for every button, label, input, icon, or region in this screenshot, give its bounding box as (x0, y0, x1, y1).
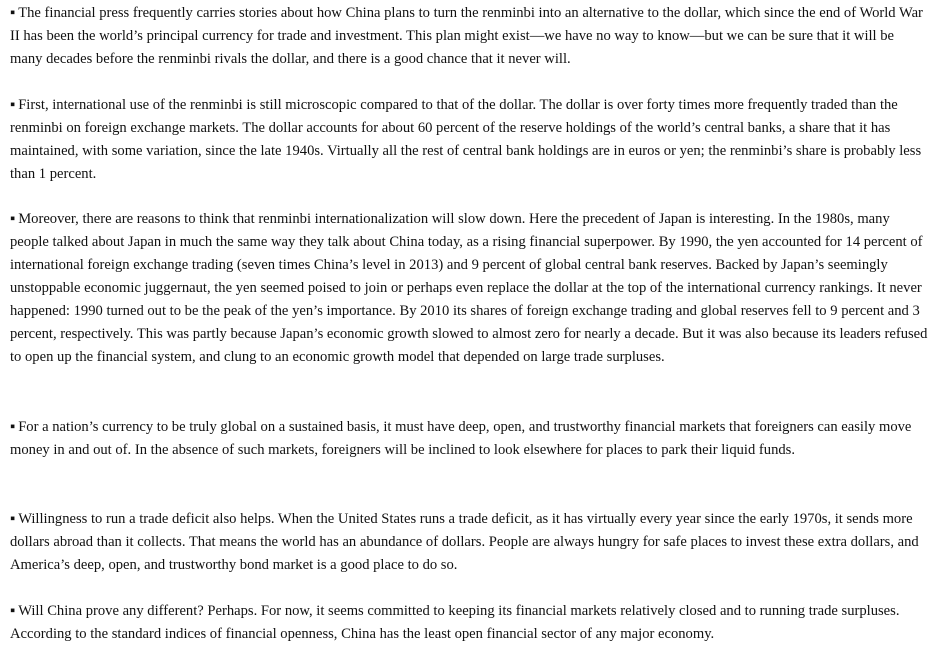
paragraph-1 (10, 2, 929, 71)
paragraph-text: Willingness to run a trade deficit also helps. When the United States runs a trade deficit, as it has virtually every year since the early 1970s, it sends more dollars abroad than it collects. That means the world has an abundance of dollars. People are always hungry for safe places to invest these extra dollars, and America’s deep, open, and trustworthy bond market is a good place to do so. (10, 511, 919, 573)
bullet-icon: ▪ (10, 97, 16, 113)
paragraph-text: The financial press frequently carries stories about how China plans to turn the renminbi into an alternative to the dollar, which since the end of World War II has been the world’s principal currency for trade and investment. This plan might exist—we have no way to know—but we can be sure that it will be many decades before the renminbi rivals the dollar, and there is a good chance that it never will. (10, 5, 923, 67)
paragraph-3 (10, 208, 929, 369)
paragraph-6 (10, 600, 929, 646)
paragraph-5 (10, 508, 929, 577)
bullet-icon: ▪ (10, 419, 16, 435)
paragraph-text: Moreover, there are reasons to think that renminbi internationalization will slow down. Here the precedent of Japan is interesting. In the 1980s, many people talked about Japan in much the same way they talk about China today, as a rising financial superpower. By 1990, the yen accounted for 14 percent of international foreign exchange trading (seven times China’s level in 2013) and 9 percent of global central bank reserves. Backed by Japan’s seemingly unstoppable economic juggernaut, the yen seemed poised to join or perhaps even replace the dollar at the top of the international currency rankings. It never happened: 1990 turned out to be the peak of the yen’s importance. By 2010 its shares of foreign exchange trading and global reserves fell to 9 percent and 3 percent, respectively. This was partly because Japan’s economic growth slowed to almost zero for nearly a decade. But it was also because its leaders refused to open up the financial system, and clung to an economic growth model that depended on large trade surpluses. (10, 211, 928, 365)
paragraph-4 (10, 416, 929, 462)
bullet-icon: ▪ (10, 603, 16, 619)
bullet-icon: ▪ (10, 511, 16, 527)
bullet-icon: ▪ (10, 5, 16, 21)
paragraph-text: For a nation’s currency to be truly global on a sustained basis, it must have deep, open, and trustworthy financial markets that foreigners can easily move money in and out of. In the absence of such markets, foreigners will be inclined to look elsewhere for places to park their liquid funds. (10, 419, 912, 458)
paragraph-2 (10, 94, 929, 186)
bullet-icon: ▪ (10, 211, 16, 227)
paragraph-text: Will China prove any different? Perhaps. For now, it seems committed to keeping its financial markets relatively closed and to running trade surpluses. According to the standard indices of financial openness, China has the least open financial sector of any major economy. (10, 603, 900, 642)
paragraph-text: First, international use of the renminbi is still microscopic compared to that of the dollar. The dollar is over forty times more frequently traded than the renminbi on foreign exchange markets. The dollar accounts for about 60 percent of the reserve holdings of the world’s central banks, a share that it has maintained, with some variation, since the late 1940s. Virtually all the rest of central bank holdings are in euros or yen; the renminbi’s share is probably less than 1 percent. (10, 97, 922, 182)
